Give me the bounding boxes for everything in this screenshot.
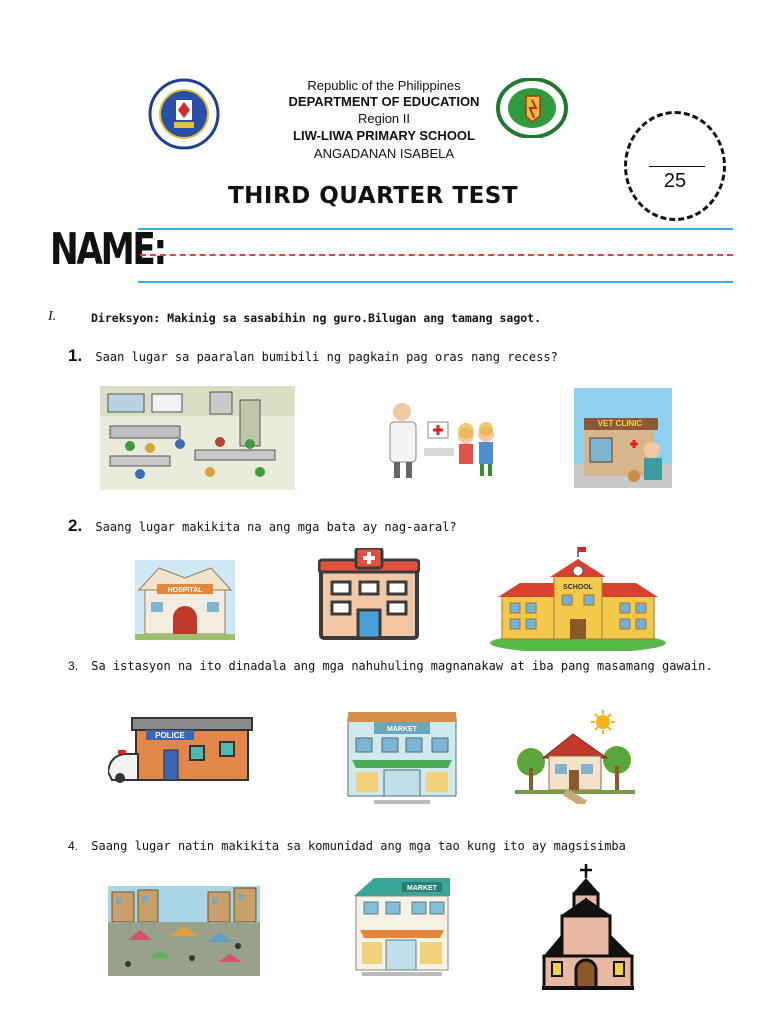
header-region: Region II — [357, 111, 411, 126]
hospital-sign: HOSPITAL — [167, 587, 203, 594]
question-number: 2. — [68, 516, 83, 535]
choice-doctor-with-children[interactable] — [380, 398, 500, 480]
name-label: NAME: — [50, 224, 165, 275]
question-text: Saan lugar sa paaralan bumibili ng pagkain pag oras nang recess? — [95, 350, 558, 364]
market-store-sign: MARKET — [407, 885, 437, 892]
header-department: DEPARTMENT OF EDUCATION — [288, 94, 480, 109]
header-school: LIW-LIWA PRIMARY SCHOOL — [293, 128, 475, 143]
question-number: 3. — [68, 659, 79, 673]
police-sign: POLICE — [155, 731, 185, 740]
school-sign: SCHOOL — [563, 584, 593, 591]
question-text: Saang lugar natin makikita sa komunidad ang mga tao kung ito ay magsisimba — [91, 839, 626, 853]
page-title: THIRD QUARTER TEST — [227, 183, 519, 209]
choice-house-with-sun[interactable] — [515, 708, 635, 804]
question-3 — [68, 659, 713, 673]
question-text: Sa istasyon na ito dinadala ang mga nahuhuling magnanakaw at iba pang masamang gawain. — [91, 659, 713, 673]
name-line-bottom — [138, 281, 733, 283]
section-numeral: I. — [48, 309, 57, 324]
choice-vet-clinic[interactable] — [574, 388, 672, 488]
question-number: 1. — [68, 346, 83, 365]
name-line-dashed[interactable] — [140, 254, 733, 256]
name-line-top — [138, 228, 733, 230]
score-fraction-bar — [649, 166, 705, 167]
choice-market-building[interactable] — [344, 710, 460, 806]
question-4 — [68, 839, 626, 853]
vet-clinic-sign: VET CLINIC — [597, 419, 643, 428]
score-total: 25 — [663, 170, 687, 192]
question-1 — [68, 346, 558, 366]
header-republic: Republic of the Philippines — [307, 78, 461, 93]
question-2 — [68, 516, 457, 536]
choice-market-street-scene[interactable] — [108, 886, 260, 976]
choice-church[interactable] — [540, 862, 636, 992]
question-text: Saang lugar makikita na ang mga bata ay nag-aaral? — [95, 520, 457, 534]
market-sign: MARKET — [387, 726, 417, 733]
directions: Direksyon: Makinig sa sasabihin ng guro.Bilugan ang tamang sagot. — [91, 311, 542, 325]
choice-school-building[interactable] — [490, 545, 666, 651]
choice-police-station[interactable] — [108, 716, 256, 784]
question-number: 4. — [68, 839, 79, 853]
header-location: ANGADANAN ISABELA — [313, 146, 455, 161]
choice-canteen-scene[interactable] — [100, 386, 295, 490]
choice-market-store[interactable] — [352, 874, 452, 984]
choice-hospital-building[interactable] — [135, 560, 235, 640]
choice-clinic-icon[interactable] — [318, 548, 420, 640]
